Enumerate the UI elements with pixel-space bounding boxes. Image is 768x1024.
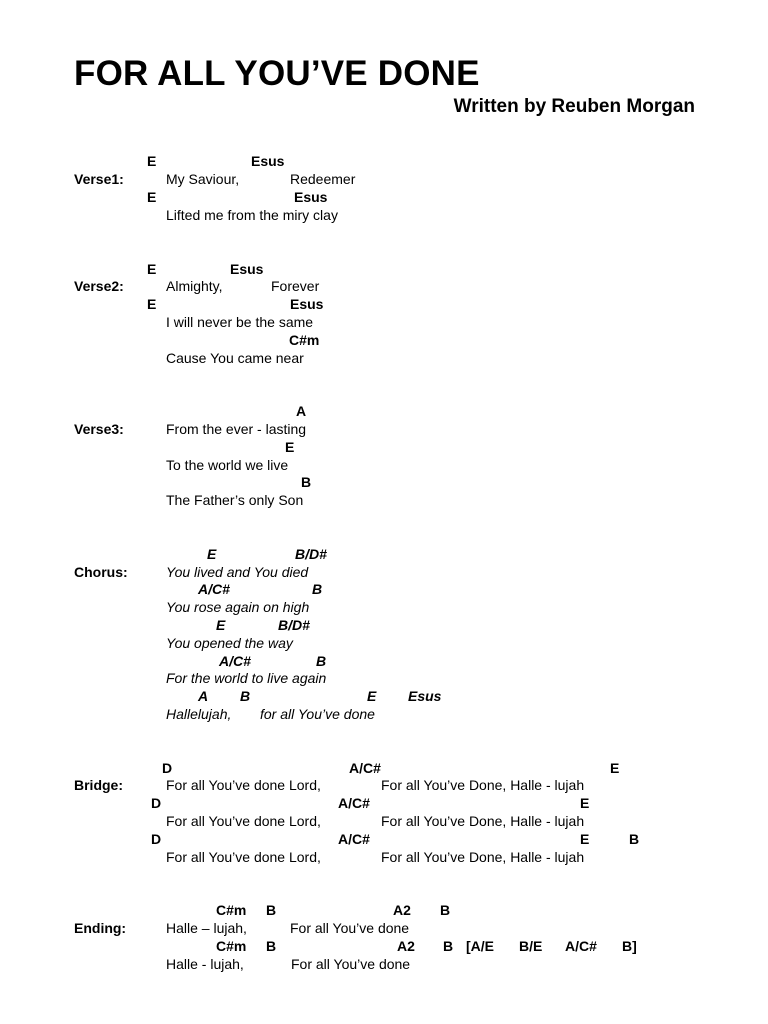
lyric-line: Halle - lujah, bbox=[166, 956, 244, 972]
chord: E bbox=[285, 439, 295, 455]
chord: B bbox=[440, 902, 451, 918]
chord: B bbox=[316, 653, 327, 669]
chord: B/D# bbox=[295, 546, 327, 562]
lyric-line: For all You’ve Done, Halle - lujah bbox=[381, 777, 585, 793]
chord: B bbox=[240, 688, 251, 704]
lyric-line: For all You’ve done Lord, bbox=[166, 849, 321, 865]
lyric-line: My Saviour, bbox=[166, 171, 240, 187]
lyric-line: I will never be the same bbox=[166, 314, 314, 330]
chord: B bbox=[629, 831, 640, 847]
chord: A/C# bbox=[338, 795, 370, 811]
chord: E bbox=[147, 261, 157, 277]
lyric-line: Almighty, bbox=[166, 278, 223, 294]
lyric-line: For all You’ve Done, Halle - lujah bbox=[381, 813, 585, 829]
chorus-label: Chorus: bbox=[74, 564, 128, 580]
chord: B/E bbox=[519, 938, 543, 954]
lyric-line: For all You’ve done Lord, bbox=[166, 813, 321, 829]
verse1-label: Verse1: bbox=[74, 171, 124, 187]
chord: A/C# bbox=[565, 938, 597, 954]
lyric-line: For all You’ve done bbox=[291, 956, 411, 972]
song-title: FOR ALL YOU’VE DONE bbox=[74, 54, 480, 93]
chord: C#m bbox=[216, 902, 247, 918]
lyric-line: You opened the way bbox=[166, 635, 293, 651]
verse3-label: Verse3: bbox=[74, 421, 124, 437]
chord: E bbox=[147, 296, 157, 312]
lyric-line: Redeemer bbox=[290, 171, 356, 187]
chord: E bbox=[580, 831, 590, 847]
lyric-line: for all You’ve done bbox=[260, 706, 375, 722]
lyric-line: You rose again on high bbox=[166, 599, 310, 615]
chord: Esus bbox=[290, 296, 324, 312]
lyric-line: For all You’ve Done, Halle - lujah bbox=[381, 849, 585, 865]
chord: [A/E bbox=[466, 938, 494, 954]
chord: E bbox=[147, 189, 157, 205]
chord: A/C# bbox=[198, 581, 230, 597]
chord: Esus bbox=[251, 153, 285, 169]
chord: A bbox=[198, 688, 209, 704]
chord: A2 bbox=[397, 938, 415, 954]
chord: B bbox=[266, 938, 277, 954]
lyric-line: For all You’ve done bbox=[290, 920, 410, 936]
lyric-line: Forever bbox=[271, 278, 320, 294]
chord: B bbox=[312, 581, 323, 597]
chord: E bbox=[580, 795, 590, 811]
chord: A/C# bbox=[338, 831, 370, 847]
chord: B bbox=[443, 938, 454, 954]
chord: E bbox=[216, 617, 226, 633]
chord: C#m bbox=[289, 332, 320, 348]
chord: C#m bbox=[216, 938, 247, 954]
lyric-line: Hallelujah, bbox=[166, 706, 232, 722]
lyric-line: To the world we live bbox=[166, 457, 289, 473]
chord: E bbox=[367, 688, 377, 704]
ending-label: Ending: bbox=[74, 920, 127, 936]
verse2-label: Verse2: bbox=[74, 278, 124, 294]
chord: B bbox=[301, 474, 312, 490]
lyric-line: Lifted me from the miry clay bbox=[166, 207, 338, 223]
chord: D bbox=[162, 760, 173, 776]
lyric-line: From the ever - lasting bbox=[166, 421, 307, 437]
chord: D bbox=[151, 831, 162, 847]
song-author: Written by Reuben Morgan bbox=[453, 96, 695, 117]
chord: A/C# bbox=[219, 653, 251, 669]
chord: D bbox=[151, 795, 162, 811]
lyric-line: You lived and You died bbox=[166, 564, 309, 580]
chord: Esus bbox=[408, 688, 442, 704]
chord: A bbox=[296, 403, 307, 419]
chord: E bbox=[610, 760, 620, 776]
lyric-line: For all You’ve done Lord, bbox=[166, 777, 321, 793]
chord: A/C# bbox=[349, 760, 381, 776]
chord: B bbox=[266, 902, 277, 918]
bridge-label: Bridge: bbox=[74, 777, 123, 793]
chord: Esus bbox=[294, 189, 328, 205]
lyric-line: Halle – lujah, bbox=[166, 920, 247, 936]
chord: B/D# bbox=[278, 617, 310, 633]
chord: B] bbox=[622, 938, 637, 954]
chord: E bbox=[207, 546, 217, 562]
chord: A2 bbox=[393, 902, 411, 918]
chord: Esus bbox=[230, 261, 264, 277]
chord: E bbox=[147, 153, 157, 169]
lyric-line: For the world to live again bbox=[166, 670, 327, 686]
lyric-line: Cause You came near bbox=[166, 350, 304, 366]
lyric-line: The Father’s only Son bbox=[166, 492, 304, 508]
